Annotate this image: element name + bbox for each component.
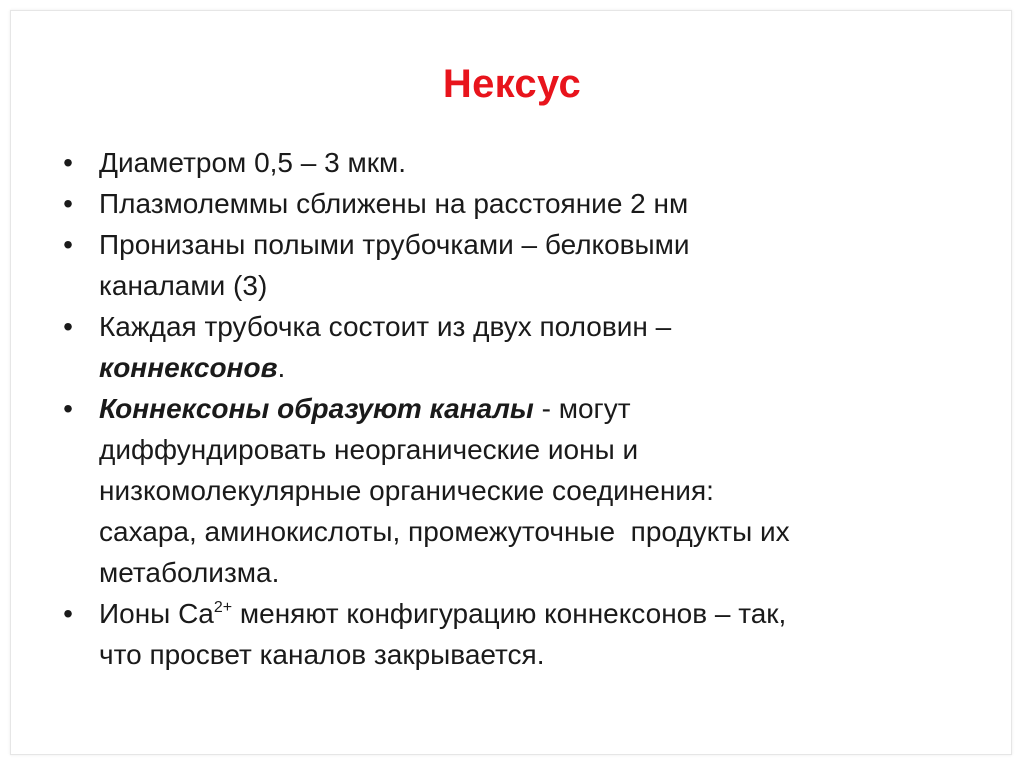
bullet-marker: • (63, 393, 73, 424)
bullet-marker: • (63, 229, 73, 260)
bullet-text-line: Пронизаны полыми трубочками – белковыми (99, 229, 690, 260)
bullet-text-rest: - могут (533, 393, 631, 424)
bullet-item-connexons (58, 306, 978, 388)
bullet-marker: • (63, 311, 73, 342)
bullet-emphasis: Коннексоны образуют каналы (99, 393, 534, 424)
bullet-marker: • (63, 598, 73, 629)
bullet-item-diameter (58, 142, 978, 183)
bullet-list (58, 142, 978, 675)
bullet-text-line: сахара, аминокислоты, промежуточные продукты их (99, 516, 790, 547)
bullet-text: Плазмолеммы сближены на расстояние 2 нм (99, 188, 689, 219)
bullet-text-line: низкомолекулярные органические соединения: (99, 475, 714, 506)
slide-title: Нексус (442, 62, 582, 106)
bullet-text-pre: Ионы Ca (99, 598, 214, 629)
bullet-marker: • (63, 147, 73, 178)
bullet-text-post: меняют конфигурацию коннексонов – так, (232, 598, 787, 629)
bullet-text-line: Каждая трубочка состоит из двух половин – (99, 311, 672, 342)
bullet-marker: • (63, 188, 73, 219)
bullet-text-end: . (277, 352, 286, 383)
bullet-emphasis: коннексонов (99, 352, 278, 383)
bullet-item-tubes (58, 224, 978, 306)
bullet-text-line: метаболизма. (99, 557, 280, 588)
bullet-item-channels (58, 388, 978, 593)
bullet-item-calcium (58, 593, 978, 675)
bullet-text-line: каналами (3) (99, 270, 268, 301)
bullet-item-plasmalemma (58, 183, 978, 224)
superscript-charge: 2+ (213, 599, 233, 616)
bullet-text-line: диффундировать неорганические ионы и (99, 434, 639, 465)
bullet-text: Диаметром 0,5 – 3 мкм. (99, 147, 407, 178)
bullet-text-line: что просвет каналов закрывается. (99, 639, 545, 670)
